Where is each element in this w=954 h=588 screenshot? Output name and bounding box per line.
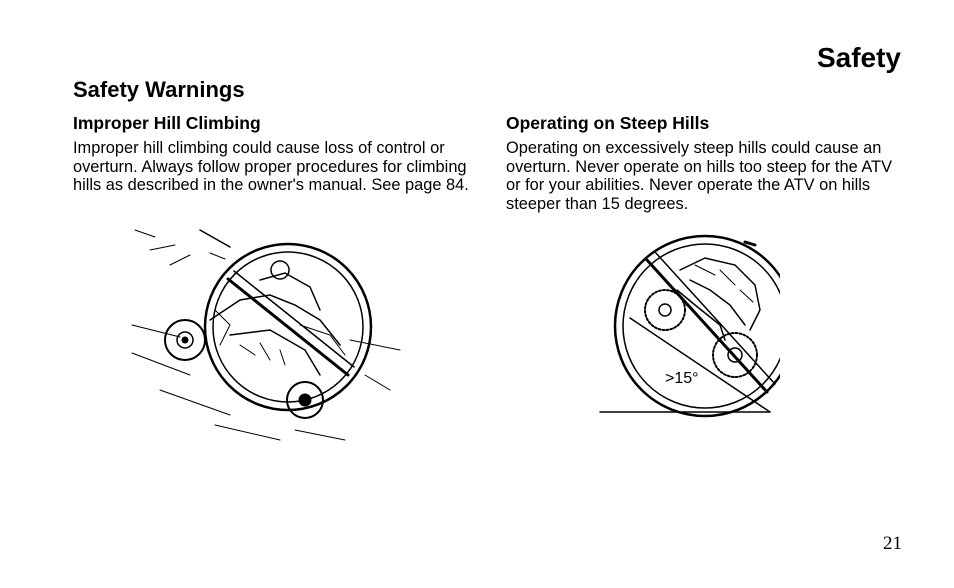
improper-hill-climbing-section [73,113,473,195]
steep-hills-section [506,113,906,213]
angle-label: >15° [665,370,699,387]
page-number: 21 [883,533,902,554]
steep-hills-heading: Operating on Steep Hills [506,113,710,133]
no-steep-hill-icon [595,230,780,420]
chapter-title: Safety [816,42,901,73]
no-improper-hill-climbing-icon [120,225,410,450]
improper-hill-climbing-heading: Improper Hill Climbing [73,113,261,133]
section-title: Safety Warnings [73,77,245,102]
steep-hills-text: Operating on excessively steep hills could cause an overturn. Never operate on hills too steep for the ATV or for your abilities. Never operate the ATV on hills steeper than 15 degrees. [506,139,892,213]
improper-hill-climbing-text: Improper hill climbing could cause loss of control or overturn. Always follow proper procedures for climbing hills as described in the owner's manual. See page 84. [73,139,469,194]
